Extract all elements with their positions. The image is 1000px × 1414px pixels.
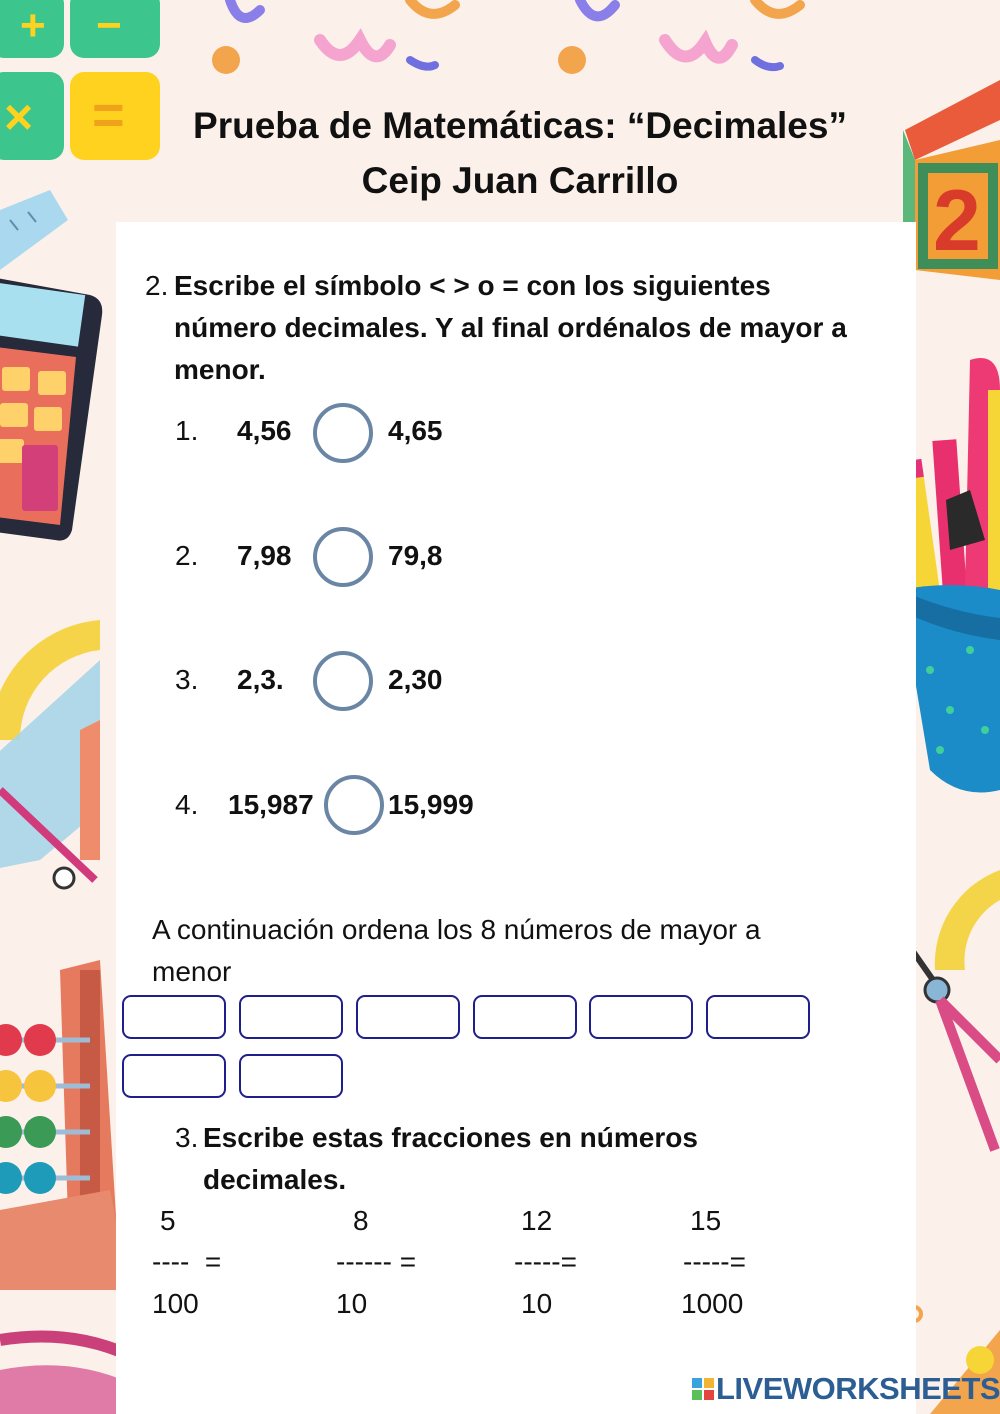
fraction-numerator: 5 <box>160 1205 176 1236</box>
order-answer-box[interactable] <box>706 995 810 1039</box>
item-number: 4. <box>175 789 199 820</box>
decorative-calculator-icon <box>0 275 110 545</box>
order-instruction-line-1: A continuación ordena los 8 números de mayor a <box>152 914 761 945</box>
right-number: 4,65 <box>388 415 443 446</box>
question-3-line-2: decimales. <box>203 1164 347 1195</box>
question-3-number: 3. <box>175 1122 199 1153</box>
fraction-numerator: 8 <box>353 1205 369 1236</box>
order-answer-box[interactable] <box>122 995 226 1039</box>
symbol-answer-circle[interactable] <box>313 651 373 711</box>
question-2-line-3: menor. <box>174 354 266 385</box>
fraction-numerator: 15 <box>690 1205 722 1236</box>
fraction-denominator: 10 <box>336 1288 368 1319</box>
order-answer-box[interactable] <box>589 995 693 1039</box>
symbol-answer-circle[interactable] <box>313 527 373 587</box>
symbol-answer-circle[interactable] <box>324 775 384 835</box>
order-answer-box[interactable] <box>473 995 577 1039</box>
left-number: 4,56 <box>237 415 292 446</box>
fraction-denominator: 100 <box>152 1288 199 1319</box>
equals-icon: = <box>92 83 125 146</box>
order-answer-box[interactable] <box>122 1054 226 1098</box>
order-instruction-line-2: menor <box>152 956 232 987</box>
fraction-denominator: 1000 <box>681 1288 744 1319</box>
times-icon: × <box>4 89 34 145</box>
left-number: 2,3. <box>237 664 284 695</box>
fraction-bar[interactable]: -----= <box>514 1246 577 1277</box>
plus-icon: + <box>20 1 46 50</box>
fraction-bar[interactable]: ------ = <box>336 1246 417 1277</box>
order-answer-box[interactable] <box>239 995 343 1039</box>
decorative-protractor-icon <box>0 610 110 890</box>
liveworksheets-watermark[interactable]: LIVEWORKSHEETS <box>716 1371 1000 1406</box>
question-3-line-1: Escribe estas fracciones en números <box>203 1122 698 1153</box>
order-answer-box[interactable] <box>239 1054 343 1098</box>
fraction-denominator: 10 <box>521 1288 553 1319</box>
item-number: 2. <box>175 540 199 571</box>
question-2-number: 2. <box>145 270 169 301</box>
minus-icon: − <box>96 1 122 50</box>
cube-digit: 2 <box>933 173 981 269</box>
page-subtitle: Ceip Juan Carrillo <box>361 160 679 201</box>
question-2-line-1: Escribe el símbolo < > o = con los siguientes <box>174 270 771 301</box>
liveworksheets-logo-icon <box>692 1378 714 1400</box>
left-number: 7,98 <box>237 540 292 571</box>
decorative-doodles <box>200 0 820 80</box>
question-2-line-2: número decimales. Y al final ordénalos de mayor a <box>174 312 847 343</box>
right-number: 2,30 <box>388 664 443 695</box>
page-title: Prueba de Matemáticas: “Decimales” <box>193 105 847 146</box>
right-number: 15,999 <box>388 789 474 820</box>
left-number: 15,987 <box>228 789 314 820</box>
right-number: 79,8 <box>388 540 443 571</box>
symbol-answer-circle[interactable] <box>313 403 373 463</box>
item-number: 1. <box>175 415 199 446</box>
decorative-abacus-icon <box>0 960 130 1290</box>
item-number: 3. <box>175 664 199 695</box>
fraction-bar[interactable]: -----= <box>683 1246 746 1277</box>
fraction-numerator: 12 <box>521 1205 553 1236</box>
order-answer-box[interactable] <box>356 995 460 1039</box>
fraction-bar[interactable]: ---- = <box>152 1246 222 1277</box>
